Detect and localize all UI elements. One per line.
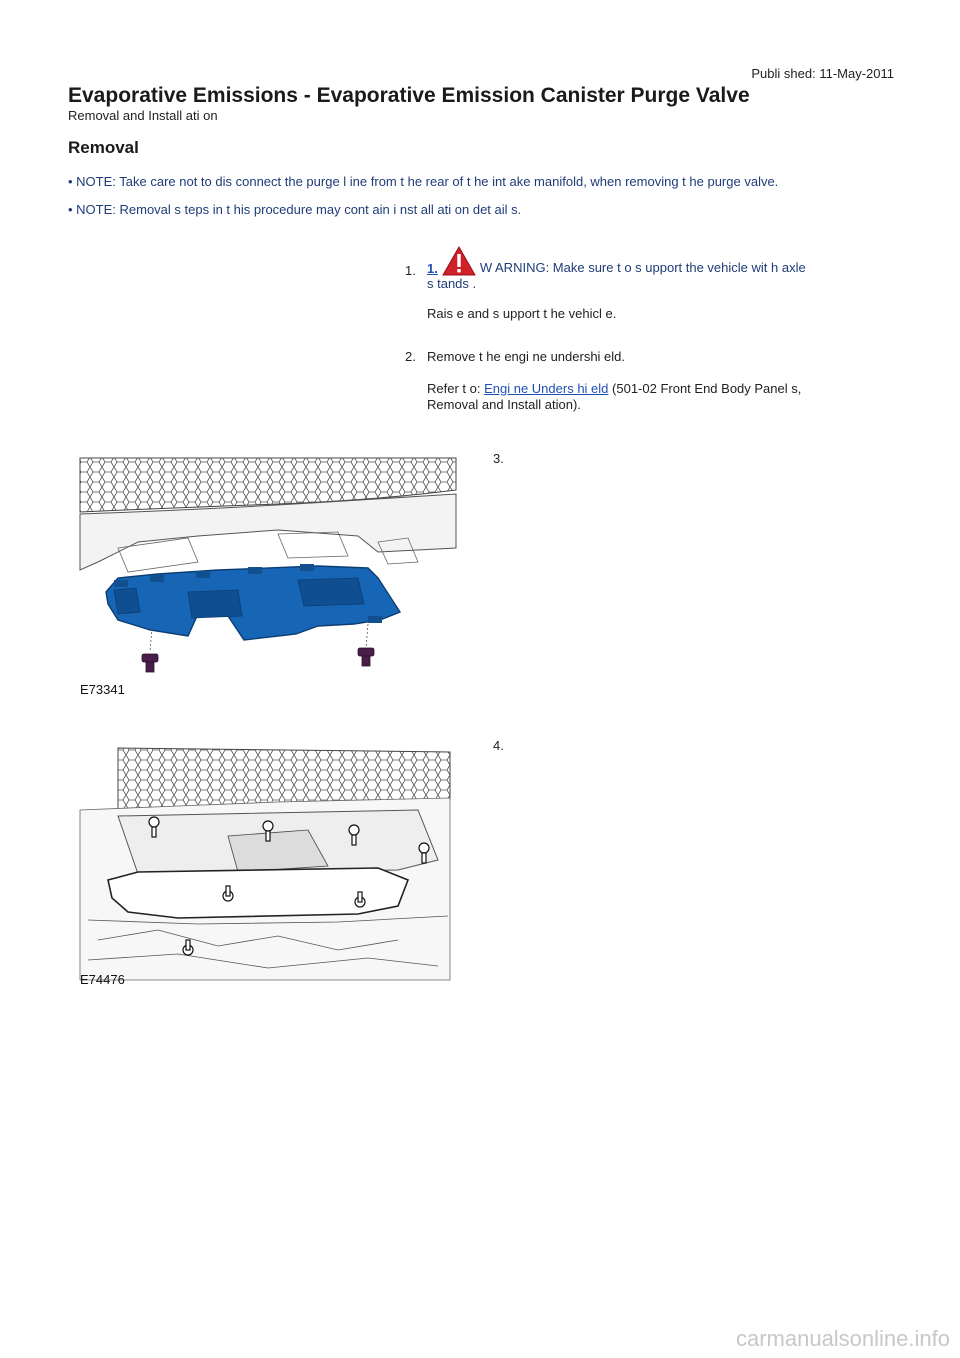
refer-prefix: Refer t o: (427, 381, 481, 396)
step-2-text: Remove t he engi ne undershi eld. (427, 349, 626, 364)
engine-undershield-link[interactable]: Engi ne Unders hi eld (484, 381, 609, 396)
undershield-removal-illustration (78, 452, 460, 700)
undershield-bolts-illustration (78, 740, 460, 990)
figure-label: E74476 (80, 972, 125, 987)
step-3-number: 3. (493, 451, 504, 466)
refer-suffix-2: Removal and Install ation). (427, 397, 581, 412)
step-1 (427, 246, 857, 322)
warning-text-cont: s tands . (427, 276, 477, 291)
published-date: Publi shed: 11-May-2011 (751, 66, 894, 81)
warning-line (427, 246, 857, 276)
step-2-number: 2. (405, 349, 416, 364)
note-1: • NOTE: Take care not to dis connect the purge l ine from t he rear of t he int ake manifold, when removing t he purge valve. (68, 174, 779, 189)
warning-triangle-icon (442, 246, 476, 276)
figure-e74476 (78, 740, 460, 990)
figure-label: E73341 (80, 682, 125, 697)
step-1-number: 1. (405, 263, 416, 278)
step-1-detail: Rais e and s upport t he vehicl e. (427, 306, 617, 321)
step-2-reference (427, 381, 867, 413)
section-heading: Removal (68, 138, 139, 157)
note-2: • NOTE: Removal s teps in t his procedure may cont ain i nst all ati on det ail s. (68, 202, 522, 217)
step-4-number: 4. (493, 738, 504, 753)
figure-e73341 (78, 452, 460, 700)
page-title: Evaporative Emissions - Evaporative Emission Canister Purge Valve (68, 84, 750, 107)
warning-link[interactable]: 1. (427, 261, 438, 276)
watermark-footer: carmanualsonline.info (735, 1326, 950, 1351)
refer-suffix: (501-02 Front End Body Panel s, (612, 381, 802, 396)
page-subtitle: Removal and Install ati on (68, 108, 218, 123)
warning-text: W ARNING: Make sure t o s upport the vehicle wit h axle (479, 260, 806, 275)
